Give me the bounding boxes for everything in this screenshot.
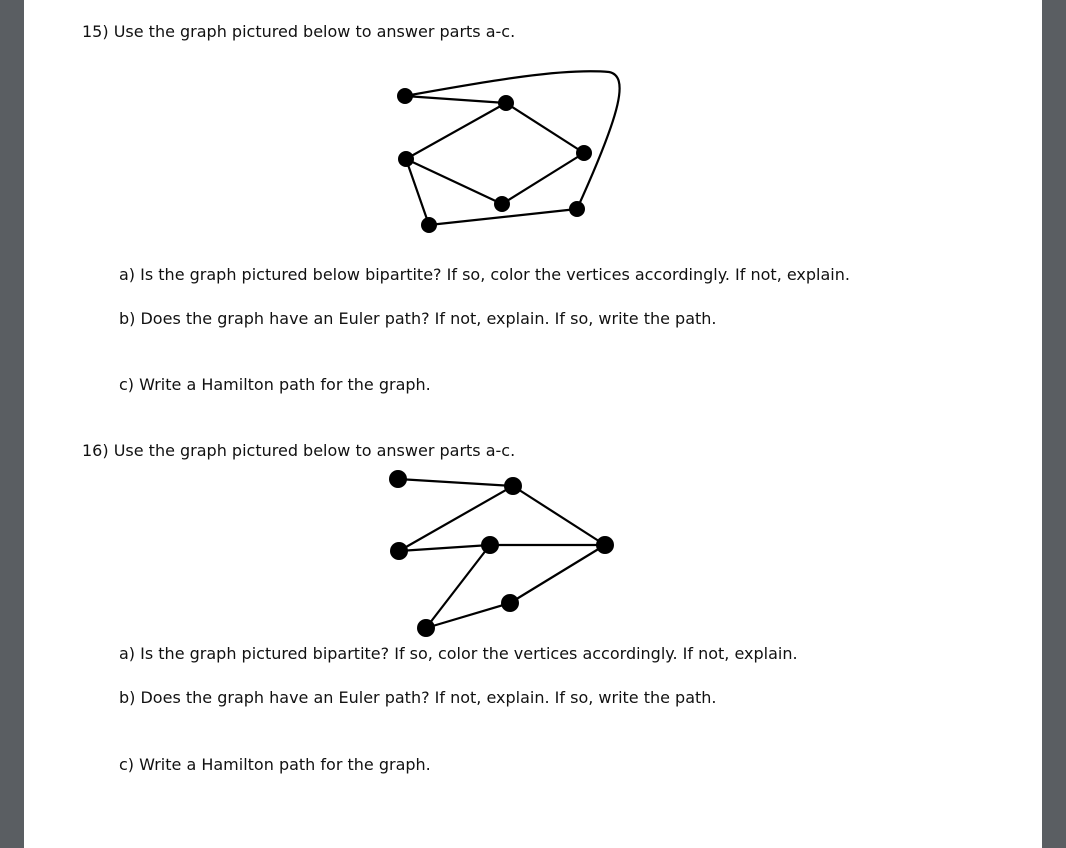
graph-16-edge — [399, 545, 490, 551]
graph-16-edge — [510, 545, 605, 603]
graph-16-edge — [398, 479, 513, 486]
graph-16-edge — [426, 603, 510, 628]
graph-16-vertex — [596, 536, 614, 554]
problem-16-graph — [24, 0, 1042, 848]
problem-15-prompt: 15) Use the graph pictured below to answer parts a-c. — [82, 22, 516, 41]
graph-16-edge — [426, 545, 490, 628]
problem-16-prompt: 16) Use the graph pictured below to answer parts a-c. — [82, 441, 516, 460]
document-page — [24, 0, 1042, 848]
graph-16-vertex — [417, 619, 435, 637]
problem-16-part-a: a) Is the graph pictured bipartite? If so, color the vertices accordingly. If not, explain. — [119, 644, 798, 663]
graph-16-vertex — [389, 470, 407, 488]
graph-16-edge — [513, 486, 605, 545]
graph-16-vertex — [390, 542, 408, 560]
graph-16-vertex — [501, 594, 519, 612]
problem-15-part-a: a) Is the graph pictured below bipartite? If so, color the vertices accordingly. If not, explain. — [119, 265, 850, 284]
problem-16-part-c: c) Write a Hamilton path for the graph. — [119, 755, 431, 774]
problem-16-part-b: b) Does the graph have an Euler path? If not, explain. If so, write the path. — [119, 688, 717, 707]
graph-16-vertex — [504, 477, 522, 495]
graph-16-vertex — [481, 536, 499, 554]
problem-15-part-b: b) Does the graph have an Euler path? If not, explain. If so, write the path. — [119, 309, 717, 328]
problem-15-part-c: c) Write a Hamilton path for the graph. — [119, 375, 431, 394]
